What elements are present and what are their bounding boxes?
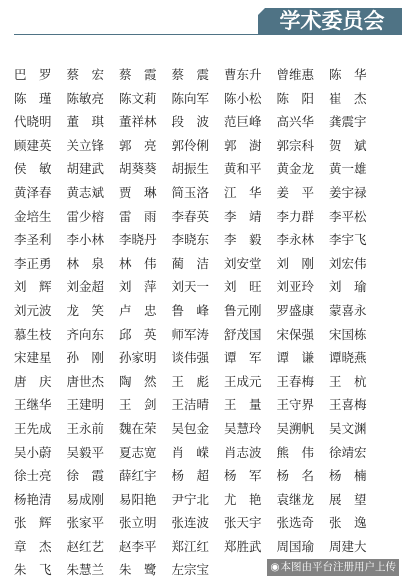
- member-name: 王喜梅: [329, 397, 367, 413]
- member-name: 吴慧玲: [224, 420, 262, 436]
- member-name: 肖 嵘: [171, 444, 210, 460]
- member-name: 李平松: [329, 208, 367, 224]
- upload-watermark: [267, 559, 399, 576]
- member-name: 谈伟强: [171, 350, 210, 366]
- member-name: 刘安堂: [224, 255, 262, 271]
- member-name: 郭宗科: [276, 137, 315, 153]
- member-name: 江 华: [224, 184, 262, 200]
- member-name: 黄志斌: [66, 184, 105, 200]
- committee-member-list: [14, 67, 390, 586]
- member-name: 刘 辉: [14, 279, 52, 295]
- member-name: 肖志波: [224, 444, 262, 460]
- member-name: 王永前: [66, 420, 105, 436]
- member-name: 刘天一: [171, 279, 210, 295]
- member-name: 刘 刚: [276, 255, 315, 271]
- member-name: 谭 军: [224, 350, 262, 366]
- member-name: 蔡 霞: [119, 67, 157, 82]
- member-name: 胡振生: [171, 161, 210, 177]
- member-name: 王 杭: [329, 373, 367, 389]
- member-name: 李晓丹: [119, 232, 157, 248]
- member-name: 黄一雄: [329, 161, 367, 177]
- member-name: 刘宏伟: [329, 255, 367, 271]
- member-name: 唐 庆: [14, 373, 52, 389]
- member-name: 尤 艳: [224, 491, 262, 507]
- member-name: 李宇飞: [329, 232, 367, 248]
- member-name: 蔡 宏: [66, 67, 105, 82]
- member-name: 李晓东: [171, 232, 210, 248]
- member-name: 鲁 峰: [171, 302, 210, 318]
- member-name: 王成元: [224, 373, 262, 389]
- member-name: 张天宇: [224, 515, 262, 531]
- member-name: 姜 平: [276, 184, 315, 200]
- member-name: 郑江红: [171, 538, 210, 554]
- member-name: 谭晓燕: [329, 350, 367, 366]
- member-name: 罗盛康: [276, 302, 315, 318]
- member-name: 陈向军: [171, 90, 210, 106]
- member-name: 王守界: [276, 397, 315, 413]
- member-name: 刘金超: [66, 279, 105, 295]
- member-name: 王洁晴: [171, 397, 210, 413]
- member-name: 侯 敏: [14, 161, 52, 177]
- member-name: 巴 罗: [14, 67, 52, 82]
- member-name: 夏志宽: [119, 444, 157, 460]
- member-name: 徐靖宏: [329, 444, 367, 460]
- member-name: 王 彪: [171, 373, 210, 389]
- member-name: 王 剑: [119, 397, 157, 413]
- section-header: [0, 0, 402, 38]
- member-name: 吴包金: [171, 420, 210, 436]
- member-name: 刘 旺: [224, 279, 262, 295]
- member-name: 郭伶俐: [171, 137, 210, 153]
- member-name: 易阳艳: [119, 491, 157, 507]
- member-name: 吴小蔚: [14, 444, 52, 460]
- member-name: 左宗宝: [171, 562, 210, 578]
- member-name: 郭 澍: [224, 137, 262, 153]
- member-name: 胡葵葵: [119, 161, 157, 177]
- member-name: 范巨峰: [224, 114, 262, 130]
- member-name: 杨 军: [224, 468, 262, 484]
- member-name: 章 杰: [14, 538, 52, 554]
- member-name: 薛红宇: [119, 468, 157, 484]
- member-name: 易成刚: [66, 491, 105, 507]
- member-name: 吴毅平: [66, 444, 105, 460]
- member-name: 陈 华: [329, 67, 367, 82]
- member-name: 唐世杰: [66, 373, 105, 389]
- member-name: 简玉洛: [171, 184, 210, 200]
- member-name: 李小林: [66, 232, 105, 248]
- member-name: 周国瑜: [276, 538, 315, 554]
- member-name: 姜宇禄: [329, 184, 367, 200]
- member-name: 张 辉: [14, 515, 52, 531]
- member-name: 孙家明: [119, 350, 157, 366]
- member-name: 李 毅: [224, 232, 262, 248]
- member-name: 慕生枝: [14, 326, 52, 342]
- member-name: 黄泽春: [14, 184, 52, 200]
- member-name: 杨 名: [276, 468, 315, 484]
- member-name: 雷 雨: [119, 208, 157, 224]
- member-name: 谭 谦: [276, 350, 315, 366]
- member-name: 刘 瑜: [329, 279, 367, 295]
- camera-icon: ◉: [270, 561, 280, 573]
- watermark-text: 本图由平台注册用户上传: [280, 561, 396, 573]
- member-name: 顾建英: [14, 137, 52, 153]
- member-name: 蒙喜永: [329, 302, 367, 318]
- member-name: 胡建武: [66, 161, 105, 177]
- member-name: 熊 伟: [276, 444, 315, 460]
- member-name: 宋保强: [276, 326, 315, 342]
- member-name: 齐向东: [66, 326, 105, 342]
- member-name: 宋建星: [14, 350, 52, 366]
- member-name: 朱慧兰: [66, 562, 105, 578]
- member-name: 鲁元刚: [224, 302, 262, 318]
- member-name: 杨 楠: [329, 468, 367, 484]
- member-name: 曹东升: [224, 67, 262, 82]
- member-name: 舒茂国: [224, 326, 262, 342]
- member-name: 杨 超: [171, 468, 210, 484]
- member-name: 陈敏亮: [66, 90, 105, 106]
- member-name: 展 望: [329, 491, 367, 507]
- member-name: 王春梅: [276, 373, 315, 389]
- member-name: 关立锋: [66, 137, 105, 153]
- member-name: 李圣利: [14, 232, 52, 248]
- member-name: 王继华: [14, 397, 52, 413]
- member-name: 杨艳清: [14, 491, 52, 507]
- member-name: 董 琪: [66, 114, 105, 130]
- member-name: 刘亚玲: [276, 279, 315, 295]
- member-name: 卢 忠: [119, 302, 157, 318]
- member-name: 周建大: [329, 538, 367, 554]
- member-name: 蔺 洁: [171, 255, 210, 271]
- member-name: 林 泉: [66, 255, 105, 271]
- page-title: 学术委员会: [279, 9, 385, 33]
- member-name: 张家平: [66, 515, 105, 531]
- member-name: 贺 斌: [329, 137, 367, 153]
- member-name: 徐士亮: [14, 468, 52, 484]
- member-name: 魏在荣: [119, 420, 157, 436]
- member-name: 赵红艺: [66, 538, 105, 554]
- member-name: 陈文莉: [119, 90, 157, 106]
- member-name: 李正勇: [14, 255, 52, 271]
- member-name: 吴溯帆: [276, 420, 315, 436]
- member-name: 贾 琳: [119, 184, 157, 200]
- member-name: 师军涛: [171, 326, 210, 342]
- member-name: 李力群: [276, 208, 315, 224]
- member-name: 李春英: [171, 208, 210, 224]
- member-name: 张连波: [171, 515, 210, 531]
- member-name: 张选奇: [276, 515, 315, 531]
- member-name: 孙 刚: [66, 350, 105, 366]
- member-name: 刘 萍: [119, 279, 157, 295]
- member-name: 董祥林: [119, 114, 157, 130]
- member-name: 王建明: [66, 397, 105, 413]
- member-name: 朱 鹭: [119, 562, 157, 578]
- member-name: 张 逸: [329, 515, 367, 531]
- member-name: 宋国栋: [329, 326, 367, 342]
- member-name: 邱 英: [119, 326, 157, 342]
- member-name: 赵李平: [119, 538, 157, 554]
- member-name: 曾维惠: [276, 67, 315, 82]
- member-name: 郑胜武: [224, 538, 262, 554]
- member-name: 朱 飞: [14, 562, 52, 578]
- member-name: 蔡 震: [171, 67, 210, 82]
- member-name: 黄金龙: [276, 161, 315, 177]
- member-name: 金培生: [14, 208, 52, 224]
- member-name: 黄和平: [224, 161, 262, 177]
- member-name: 李 靖: [224, 208, 262, 224]
- member-name: 李永林: [276, 232, 315, 248]
- member-name: 徐 霞: [66, 468, 105, 484]
- member-name: 尹宁北: [171, 491, 210, 507]
- member-name: 袁继龙: [276, 491, 315, 507]
- member-name: 吴文渊: [329, 420, 367, 436]
- member-name: 高兴华: [276, 114, 315, 130]
- member-name: 王先成: [14, 420, 52, 436]
- member-name: 段 波: [171, 114, 210, 130]
- member-name: 龚震宇: [329, 114, 367, 130]
- member-name: 王 量: [224, 397, 262, 413]
- member-name: 张立明: [119, 515, 157, 531]
- member-name: 雷少榕: [66, 208, 105, 224]
- member-name: 崔 杰: [329, 90, 367, 106]
- member-name: 代晓明: [14, 114, 52, 130]
- member-name: 林 伟: [119, 255, 157, 271]
- member-name: 陶 然: [119, 373, 157, 389]
- member-name: 陈小松: [224, 90, 262, 106]
- member-name: 郭 亮: [119, 137, 157, 153]
- member-name: 刘元波: [14, 302, 52, 318]
- member-name: 陈 阳: [276, 90, 315, 106]
- member-name: 陈 瑾: [14, 90, 52, 106]
- member-name: 龙 笑: [66, 302, 105, 318]
